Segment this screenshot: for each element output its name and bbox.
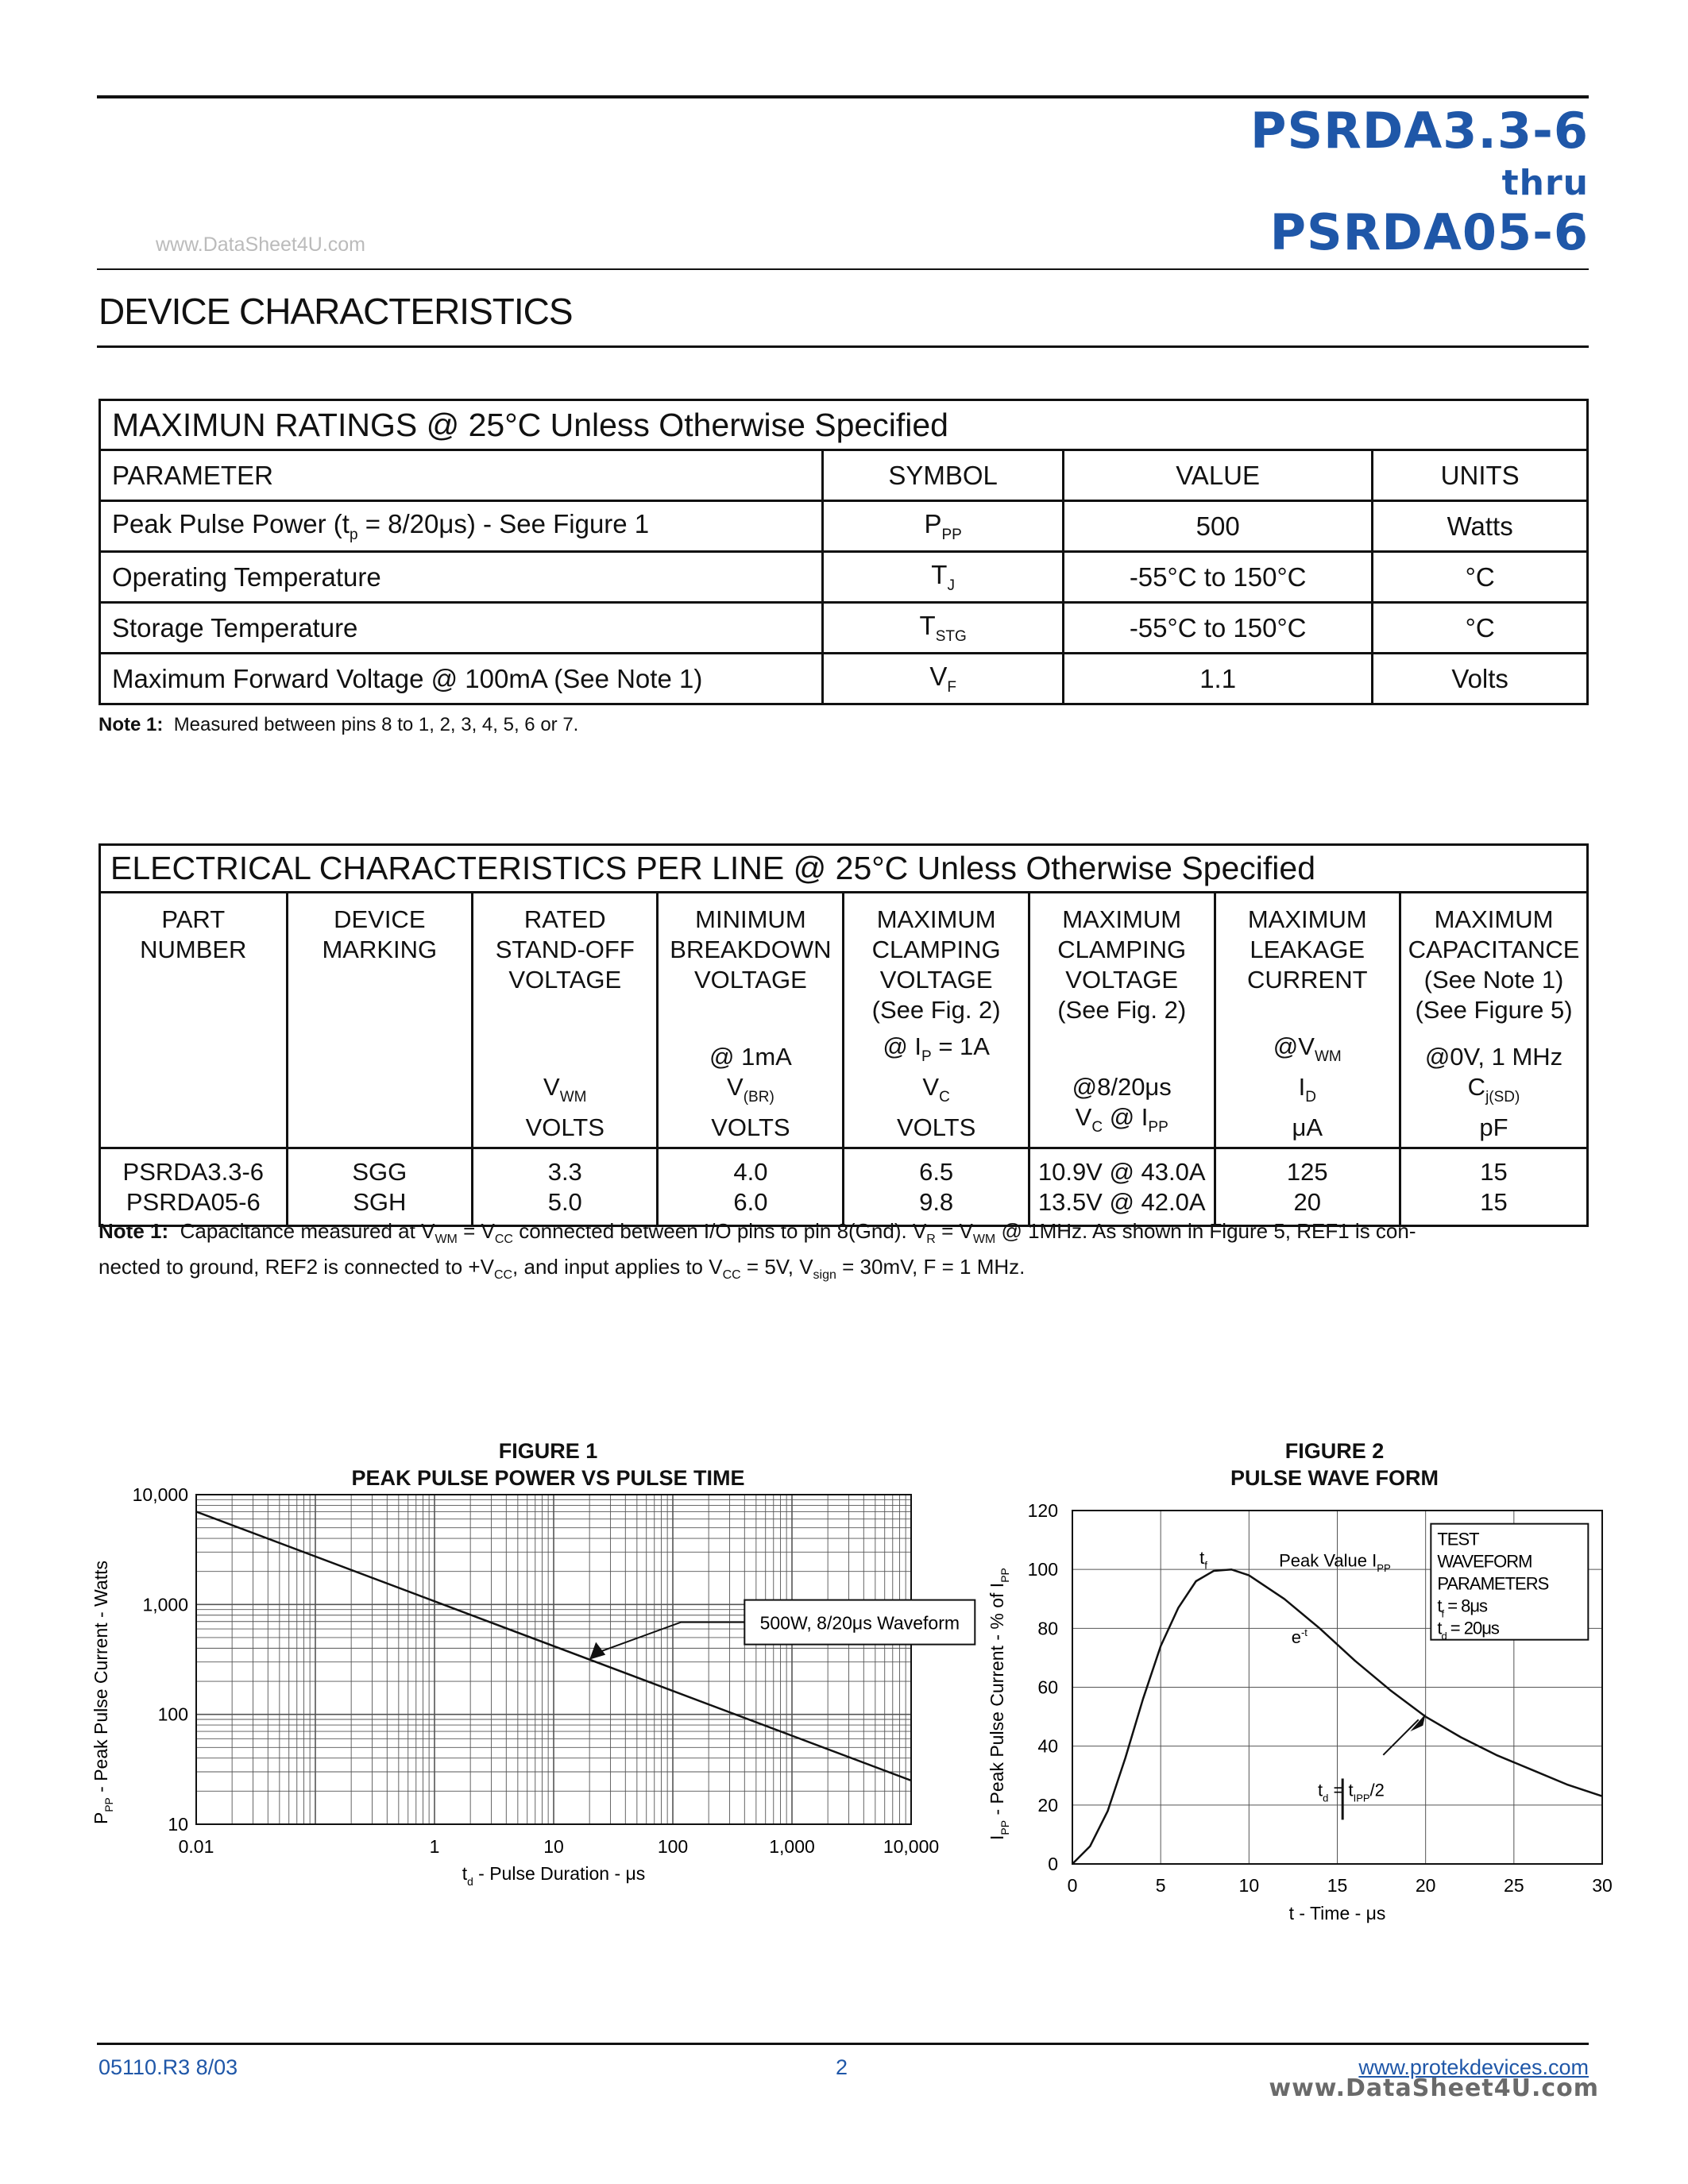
x-tick-label: 10 [1238, 1875, 1260, 1896]
units-cell: °C [1373, 603, 1588, 654]
legend-line: TEST [1437, 1529, 1479, 1549]
vwm-cell: 3.3 5.0 [473, 1148, 658, 1226]
legend-line: WAVEFORM [1437, 1551, 1532, 1572]
param-cell: Storage Temperature [100, 603, 823, 654]
header-standoff-voltage: RATED STAND-OFF VOLTAGE $V_{WM}$ VOLTS [473, 893, 658, 1148]
max-ratings-table [98, 399, 1589, 705]
header-clamping-voltage-ipp: MAXIMUM CLAMPING VOLTAGE (See Fig. 2) @8/20μs $V_C$ @ $I_{PP}$ [1029, 893, 1215, 1148]
value-cell: 1.1 [1063, 654, 1372, 704]
td-label: $t_d = t_{IPP}/2$ [1318, 1780, 1385, 1804]
y-axis-label: $P_{PP}$ - Peak Pulse Current - Watts [91, 1561, 115, 1824]
x-axis-label: $t_d$ - Pulse Duration - μs [462, 1863, 646, 1888]
header-symbol: SYMBOL [823, 450, 1064, 501]
y-tick-label: 40 [1037, 1735, 1058, 1757]
units-cell: Watts [1373, 501, 1588, 552]
tf-label: $t_f$ [1199, 1547, 1207, 1572]
y-tick-label: 120 [1027, 1500, 1058, 1521]
y-tick-label: 0 [1048, 1854, 1058, 1874]
part-number-cell: PSRDA3.3-6 PSRDA05-6 [100, 1148, 288, 1226]
table-row [100, 603, 1588, 654]
section-title: DEVICE CHARACTERISTICS [98, 291, 573, 332]
symbol-cell: $T_{STG}$ [823, 603, 1064, 654]
value-cell: -55°C to 150°C [1063, 552, 1372, 603]
y-tick-label: 10,000 [132, 1484, 188, 1505]
td-arrowhead [1410, 1714, 1425, 1731]
footer-page-number: 2 [836, 2055, 848, 2079]
figure2-chart [973, 1477, 1613, 1924]
x-tick-label: 15 [1327, 1875, 1348, 1896]
legend-line: $t_d = 20\mu s$ [1437, 1618, 1499, 1642]
title-part-2: PSRDA05-6 [1269, 203, 1589, 261]
x-tick-label: 20 [1415, 1875, 1436, 1896]
x-tick-label: 0 [1067, 1875, 1078, 1896]
footer-url-link[interactable]: www.protekdevices.com [1358, 2055, 1589, 2079]
x-tick-label: 30 [1592, 1875, 1613, 1896]
legend-line: $t_f = 8\mu s$ [1437, 1596, 1488, 1620]
id-cell: 125 20 [1215, 1148, 1400, 1226]
x-tick-label: 1 [429, 1836, 440, 1857]
table-row [100, 1148, 1588, 1226]
value-cell: -55°C to 150°C [1063, 603, 1372, 654]
header-leakage-current: MAXIMUM LEAKAGE CURRENT $@V_{WM}$ $I_D$ μA [1215, 893, 1400, 1148]
cj-cell: 15 15 [1400, 1148, 1588, 1226]
value-cell: 500 [1063, 501, 1372, 552]
table-row [100, 501, 1588, 552]
vbr-cell: 4.0 6.0 [658, 1148, 844, 1226]
param-cell: Peak Pulse Power $(t_p = 8/20\mu s)$ - See Figure 1 [100, 501, 823, 552]
header-device-marking: DEVICE MARKING [287, 893, 472, 1148]
x-tick-label: 10 [543, 1836, 564, 1857]
y-tick-label: 60 [1037, 1677, 1058, 1698]
header-clamping-voltage: MAXIMUM CLAMPING VOLTAGE (See Fig. 2) @ $I_P = 1A$ $V_C$ VOLTS [844, 893, 1029, 1148]
max-ratings-caption: MAXIMUN RATINGS @ 25°C Unless Otherwise Specified [100, 400, 1588, 450]
legend-line: PARAMETERS [1437, 1573, 1549, 1594]
y-tick-label: 80 [1037, 1618, 1058, 1639]
y-tick-label: 1,000 [142, 1594, 188, 1615]
section-rule [97, 345, 1589, 348]
footer-doc-code: 05110.R3 8/03 [98, 2055, 238, 2079]
units-cell: Volts [1373, 654, 1588, 704]
title-thru: thru [1501, 163, 1589, 203]
table-row [100, 552, 1588, 603]
footer-rule [97, 2043, 1589, 2045]
y-tick-label: 20 [1037, 1794, 1058, 1815]
vc-ipp-cell: 10.9V @ 43.0A 13.5V @ 42.0A [1029, 1148, 1215, 1226]
watermark-top[interactable]: www.DataSheet4U.com [156, 233, 366, 256]
x-axis-label: t - Time - μs [1288, 1903, 1386, 1924]
header-value: VALUE [1063, 450, 1372, 501]
x-tick-label: 100 [657, 1836, 689, 1857]
electrical-table [98, 843, 1589, 1227]
y-tick-label: 100 [1027, 1559, 1058, 1580]
figure2-title: PULSE WAVE FORM [1230, 1466, 1439, 1490]
max-ratings-header-row [100, 450, 1588, 501]
top-rule [97, 95, 1589, 98]
x-tick-label: 0.01 [178, 1836, 214, 1857]
header-units: UNITS [1373, 450, 1588, 501]
electrical-note: Note 1: Capacitance measured at $V_{WM} = V_{CC}$ connected between I/O pins to pin 8(Gnd). $V_R = V_{WM}$ @ 1MHz. As shown in Figure 5, REF1 is con- nected to ground, REF2 is connected to $+V_{CC}$, and input applies to $V_{CC} = 5V$, $V_{sign} = 30mV$, F = 1 MHz. [98, 1219, 1416, 1282]
electrical-caption: ELECTRICAL CHARACTERISTICS PER LINE @ 25°C Unless Otherwise Specified [100, 845, 1588, 893]
symbol-cell: $T_J$ [823, 552, 1064, 603]
y-tick-label: 10 [168, 1814, 188, 1835]
x-tick-label: 25 [1504, 1875, 1524, 1896]
x-tick-label: 1,000 [769, 1836, 815, 1857]
annotation-label: 500W, 8/20μs Waveform [759, 1612, 960, 1634]
figure1-label: FIGURE 1 [498, 1439, 598, 1463]
max-ratings-note: Note 1: Measured between pins 8 to 1, 2, 3, 4, 5, 6 or 7. [98, 714, 579, 735]
figure2-label: FIGURE 2 [1284, 1439, 1385, 1463]
units-cell: °C [1373, 552, 1588, 603]
footer-watermark[interactable]: www.DataSheet4U.com [1269, 2074, 1599, 2102]
header-part-number: PART NUMBER [100, 893, 288, 1148]
param-cell: Maximum Forward Voltage @ 100mA (See Note 1) [100, 654, 823, 704]
title-part-1: PSRDA3.3-6 [1250, 102, 1589, 160]
vc-cell: 6.5 9.8 [844, 1148, 1029, 1226]
peak-value-label: Peak Value $I_{PP}$ [1279, 1550, 1391, 1575]
x-tick-label: 5 [1155, 1875, 1166, 1896]
td-arrow [1383, 1719, 1418, 1755]
param-cell: Operating Temperature [100, 552, 823, 603]
x-tick-label: 10,000 [883, 1836, 940, 1857]
header-breakdown-voltage: MINIMUM BREAKDOWN VOLTAGE @ 1mA $V_{(BR)}$ VOLTS [658, 893, 844, 1148]
y-tick-label: 100 [157, 1704, 188, 1725]
header-rule [97, 268, 1589, 270]
et-label: $e^{-t}$ [1291, 1626, 1308, 1647]
header-capacitance: MAXIMUM CAPACITANCE (See Note 1) (See Figure 5) @0V, 1 MHz $C_{j(SD)}$ pF [1400, 893, 1588, 1148]
y-axis-label: $I_{PP}$ - Peak Pulse Current - % of $I_{PP}$ [987, 1568, 1011, 1840]
electrical-header-row [100, 893, 1588, 1148]
header-parameter: PARAMETER [100, 450, 823, 501]
marking-cell: SGG SGH [287, 1148, 472, 1226]
symbol-cell: $P_{PP}$ [823, 501, 1064, 552]
figure1-chart [71, 1477, 977, 1898]
table-row [100, 654, 1588, 704]
figure1-title: PEAK PULSE POWER VS PULSE TIME [351, 1466, 745, 1490]
symbol-cell: $V_F$ [823, 654, 1064, 704]
